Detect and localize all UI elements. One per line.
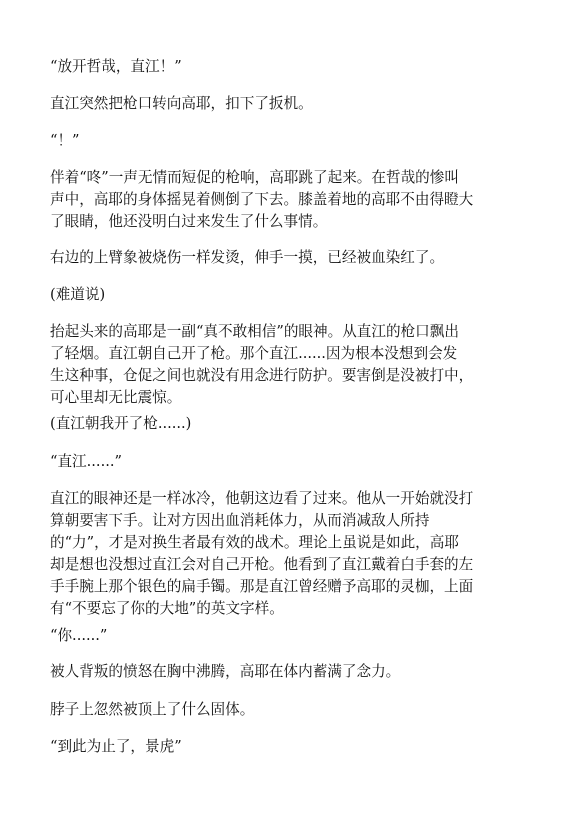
paragraph-14: “到此为止了，景虎” (50, 738, 182, 755)
paragraph-6: (难道说) (50, 286, 106, 303)
paragraph-13: 脖子上忽然被顶上了什么固体。 (50, 701, 255, 718)
paragraph-10: 直江的眼神还是一样冰冷，他朝这边看了过来。他从一开始就没打 算朝要害下手。让对方因出血消耗体力，从而消减敌人所持 的“力”，才是对换生者最有效的战术。理论上虽说是如此，高耶 却是想也没想过直江会对自己开枪。他看到了直江戴着白手套的左 手手腕上那个银色的扁手镯。那是直江曾经赠予高耶的灵枷，上面 有“不要忘了你的大地”的英文字样。 (50, 490, 474, 617)
paragraph-8: (直江朝我开了枪......) (50, 415, 192, 432)
paragraph-11: “你......” (50, 627, 108, 644)
paragraph-4: 伴着“咚”一声无情而短促的枪响，高耶跳了起来。在哲哉的惨叫 声中，高耶的身体摇晃着侧倒了下去。膝盖着地的高耶不由得瞪大 了眼睛，他还没明白过来发生了什么事情。 (50, 169, 474, 230)
paragraph-12: 被人背叛的愤怒在胸中沸腾，高耶在体内蓄满了念力。 (50, 663, 401, 680)
paragraph-3: “！” (50, 132, 80, 149)
paragraph-9: “直江......” (50, 453, 122, 470)
paragraph-2: 直江突然把枪口转向高耶，扣下了扳机。 (50, 95, 313, 112)
paragraph-1: “放开哲哉，直江！” (50, 58, 182, 75)
paragraph-5: 右边的上臂象被烧伤一样发烫，伸手一摸，已经被血染红了。 (50, 249, 445, 266)
paragraph-7: 抬起头来的高耶是一副“真不敢相信”的眼神。从直江的枪口飘出 了轻烟。直江朝自己开了枪。那个直江......因为根本没想到会发 生这种事，仓促之间也就没有用念进行防护。要害倒是没被打中， 可心里却无比震惊。 (50, 323, 474, 406)
